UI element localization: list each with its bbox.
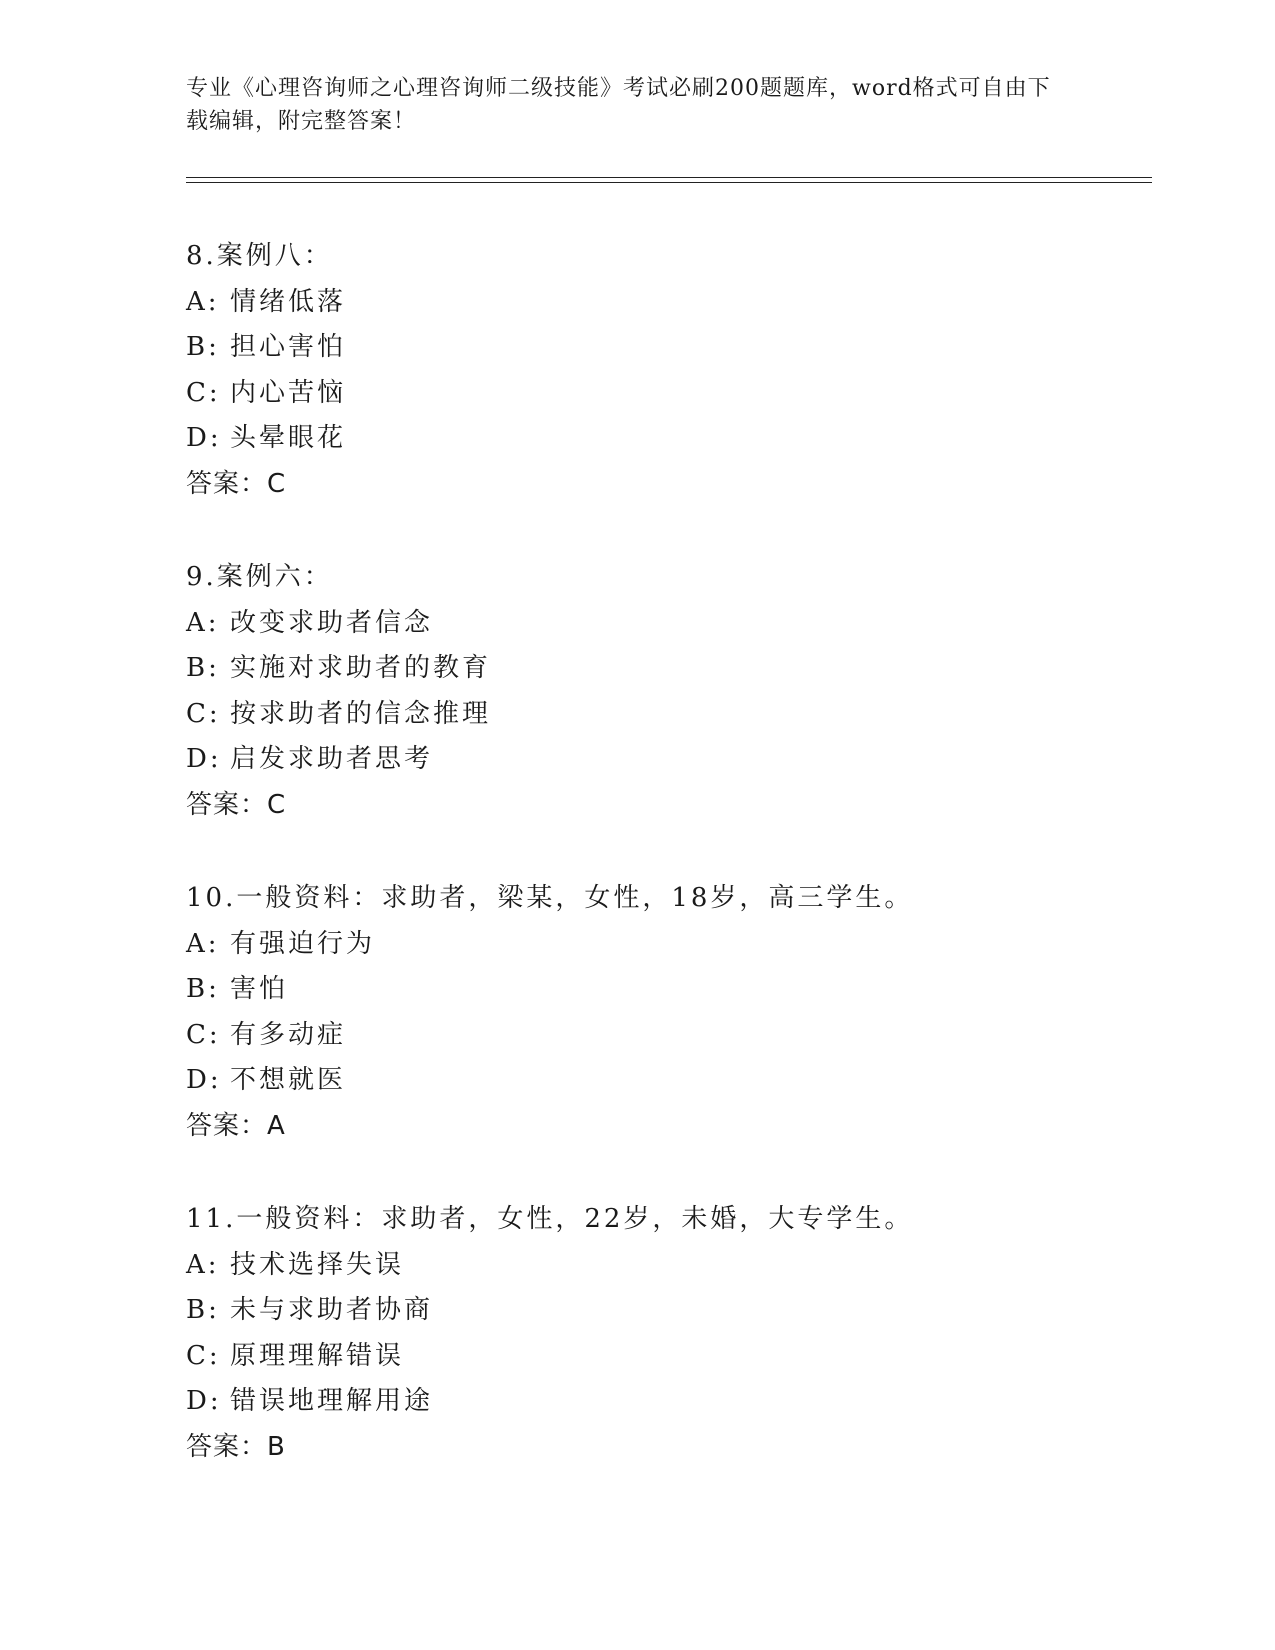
option-text: 技术选择失误 bbox=[230, 1249, 405, 1280]
option-d bbox=[186, 737, 1146, 783]
option-text: 错误地理解用途 bbox=[230, 1386, 434, 1416]
option-c bbox=[186, 1013, 1146, 1059]
option-b bbox=[186, 646, 1146, 692]
option-letter: C: bbox=[186, 1019, 221, 1050]
answer-line: 答案：A bbox=[186, 1110, 286, 1141]
option-letter: C: bbox=[186, 1340, 221, 1371]
option-c bbox=[186, 1334, 1146, 1380]
option-a bbox=[186, 601, 1146, 647]
option-d bbox=[186, 416, 1146, 462]
option-letter: A: bbox=[186, 1249, 220, 1280]
answer-line: 答案：C bbox=[186, 468, 287, 499]
option-letter: B: bbox=[186, 974, 220, 1004]
option-text: 情绪低落 bbox=[230, 286, 347, 317]
option-d bbox=[186, 1058, 1146, 1104]
option-a bbox=[186, 280, 1146, 326]
option-text: 不想就医 bbox=[230, 1065, 347, 1095]
option-b bbox=[186, 967, 1146, 1013]
option-letter: B: bbox=[186, 332, 220, 362]
option-letter: C: bbox=[186, 698, 221, 729]
document-header: 专业《心理咨询师之心理咨询师二级技能》考试必刷200题题库，word格式可自由下载编辑，附完整答案！ bbox=[186, 76, 1051, 134]
option-d bbox=[186, 1379, 1146, 1425]
option-text: 改变求助者信念 bbox=[230, 607, 434, 638]
option-text: 启发求助者思考 bbox=[230, 744, 434, 774]
option-letter: A: bbox=[186, 286, 220, 317]
option-letter: D: bbox=[186, 1065, 222, 1095]
question-stem: 8.案例八： bbox=[186, 241, 333, 271]
question-stem: 10.一般资料：求助者，梁某，女性，18岁，高三学生。 bbox=[186, 883, 914, 913]
answer-line: 答案：C bbox=[186, 789, 287, 820]
question-stem: 9.案例六： bbox=[186, 562, 333, 592]
option-letter: D: bbox=[186, 744, 222, 774]
option-a bbox=[186, 922, 1146, 968]
option-letter: C: bbox=[186, 377, 221, 408]
option-letter: D: bbox=[186, 423, 222, 453]
question-list bbox=[186, 234, 1146, 1518]
option-c bbox=[186, 692, 1146, 738]
answer-line: 答案：B bbox=[186, 1431, 286, 1462]
question-block bbox=[186, 555, 1146, 828]
question-stem: 11.一般资料：求助者，女性，22岁，未婚，大专学生。 bbox=[186, 1204, 914, 1234]
option-text: 有强迫行为 bbox=[230, 928, 376, 959]
option-text: 害怕 bbox=[230, 974, 289, 1004]
header-divider-bottom bbox=[186, 182, 1152, 183]
option-letter: B: bbox=[186, 1295, 220, 1325]
option-a bbox=[186, 1243, 1146, 1289]
question-block bbox=[186, 234, 1146, 507]
option-text: 担心害怕 bbox=[230, 332, 347, 362]
option-letter: A: bbox=[186, 928, 220, 959]
option-c bbox=[186, 371, 1146, 417]
option-b bbox=[186, 325, 1146, 371]
option-text: 原理理解错误 bbox=[230, 1340, 405, 1371]
option-text: 按求助者的信念推理 bbox=[230, 698, 492, 729]
option-b bbox=[186, 1288, 1146, 1334]
question-block bbox=[186, 876, 1146, 1149]
option-letter: A: bbox=[186, 607, 220, 638]
option-text: 未与求助者协商 bbox=[230, 1295, 434, 1325]
option-text: 实施对求助者的教育 bbox=[230, 653, 492, 683]
option-text: 头晕眼花 bbox=[230, 423, 347, 453]
option-letter: D: bbox=[186, 1386, 222, 1416]
header-divider-top bbox=[186, 177, 1152, 178]
question-block bbox=[186, 1197, 1146, 1470]
option-text: 有多动症 bbox=[230, 1019, 347, 1050]
option-letter: B: bbox=[186, 653, 220, 683]
option-text: 内心苦恼 bbox=[230, 377, 347, 408]
